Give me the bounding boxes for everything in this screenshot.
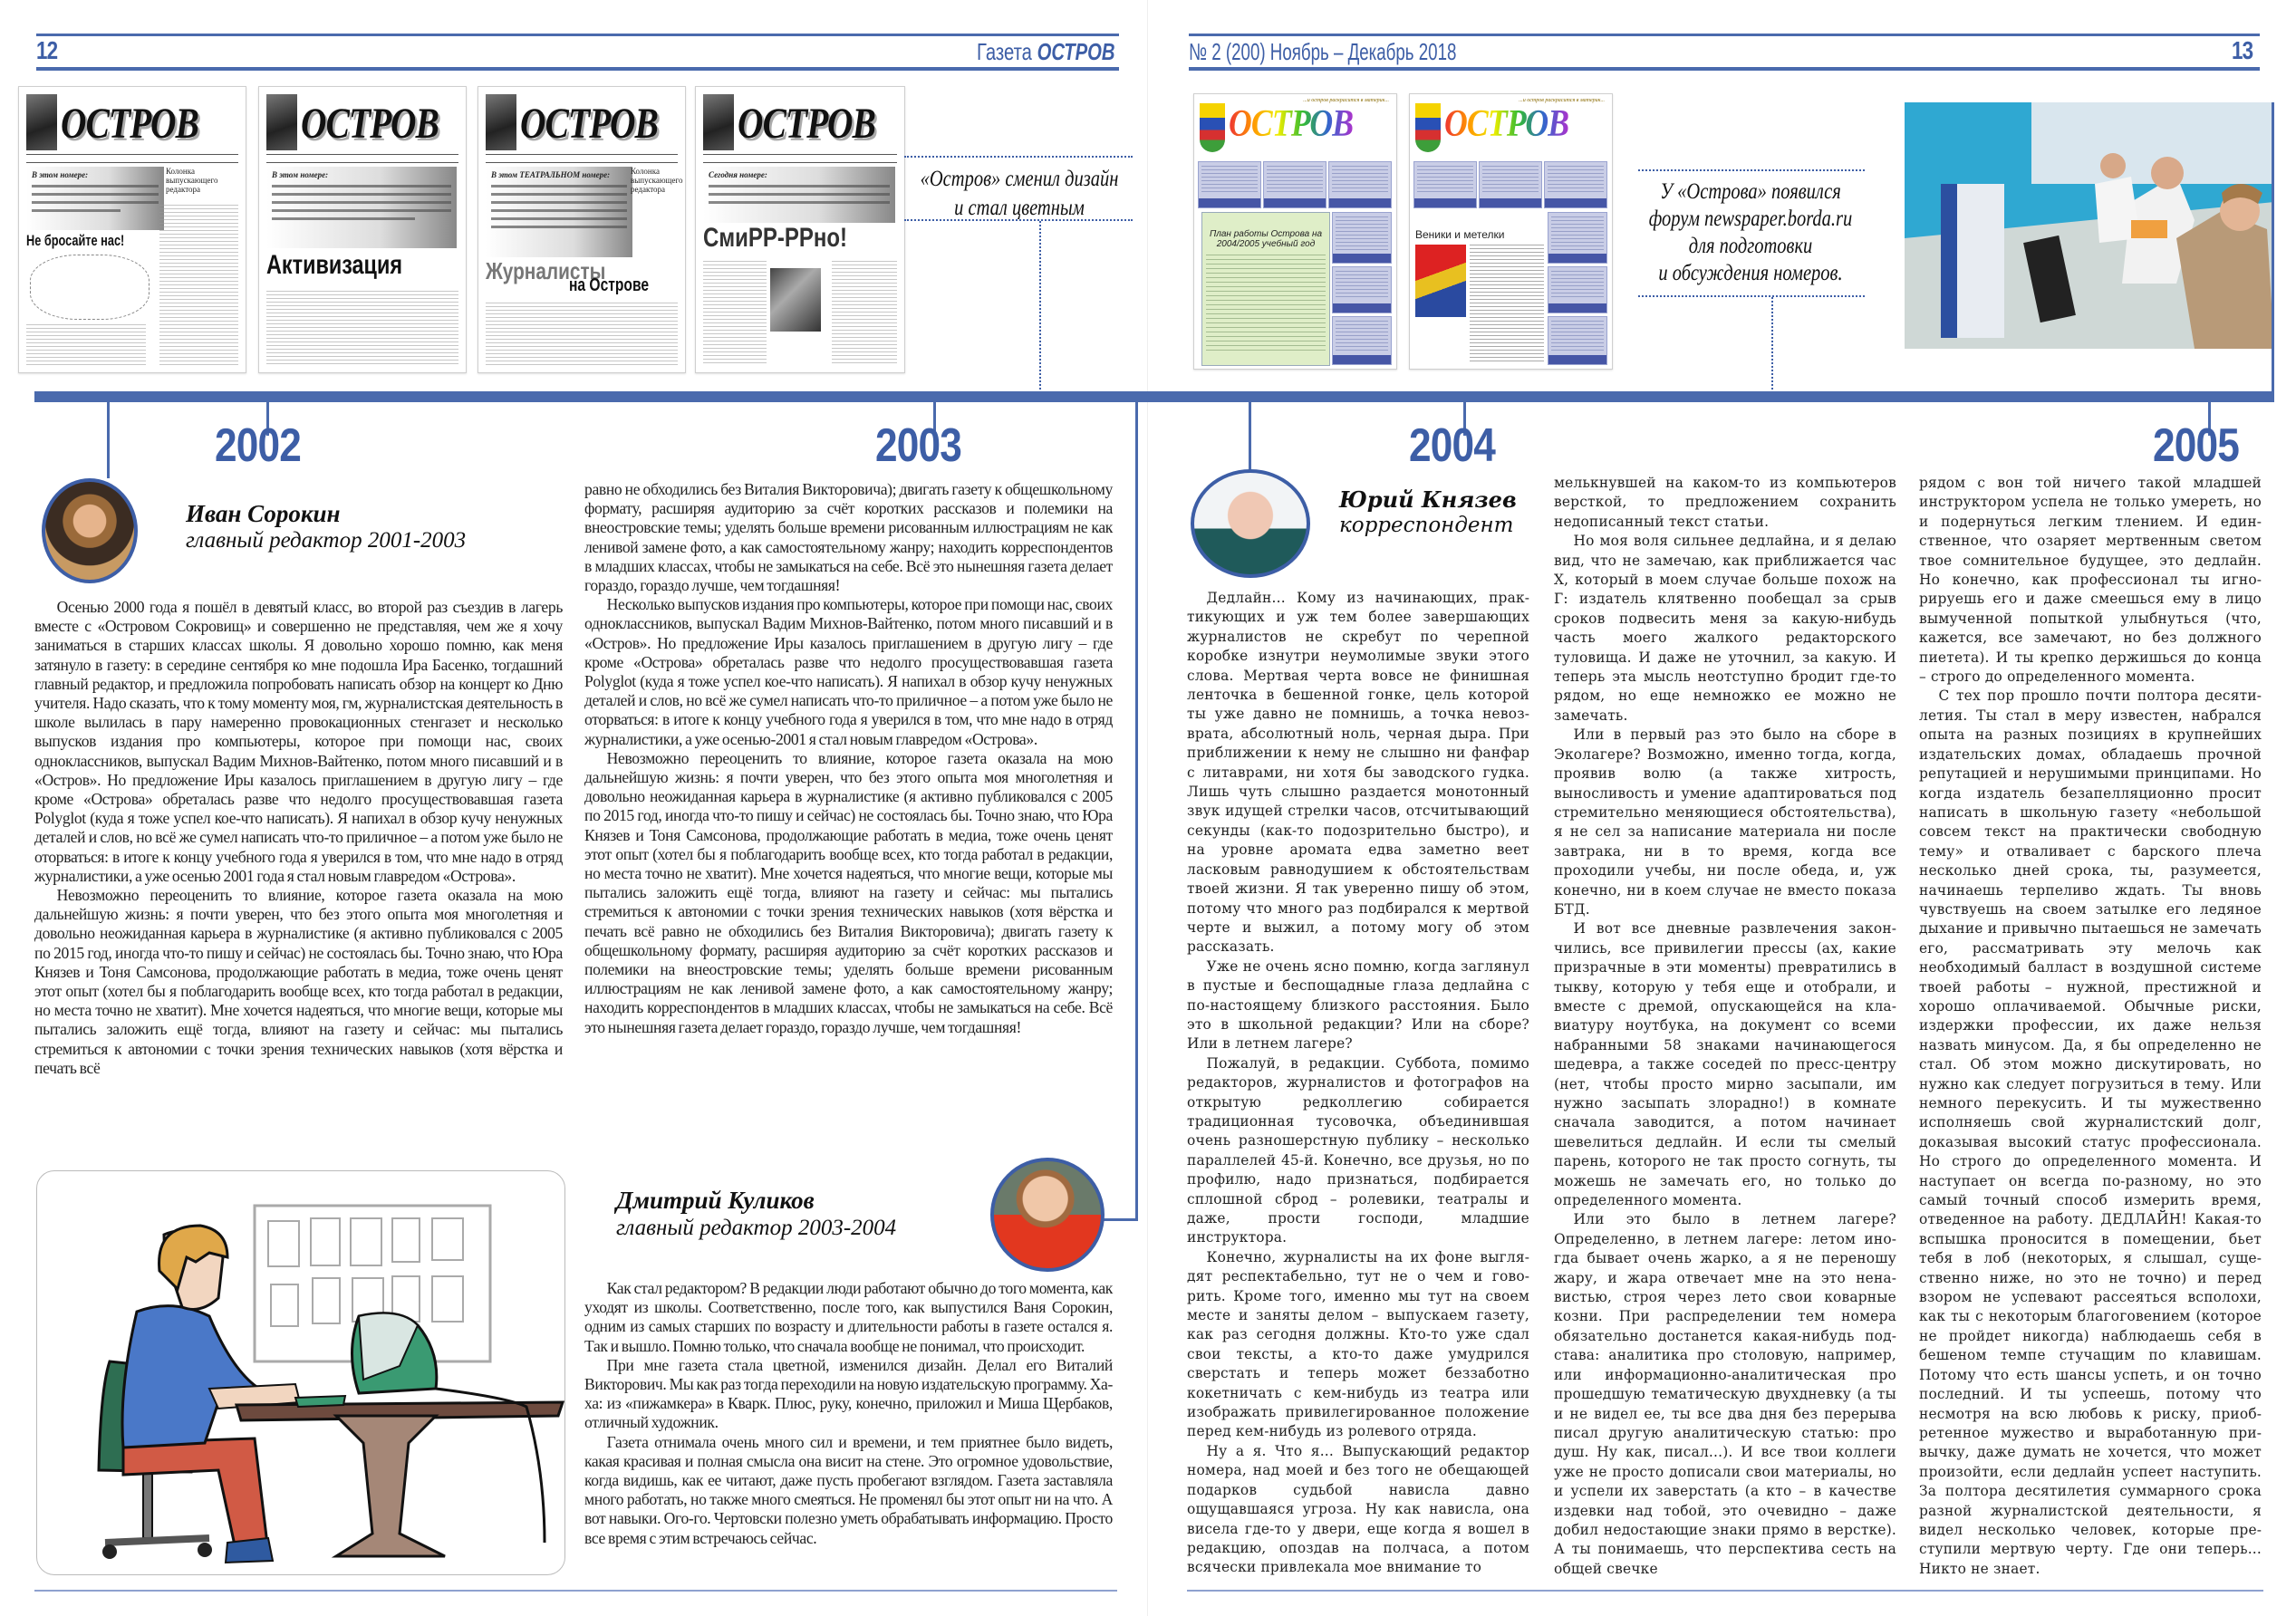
caption-divider-top <box>904 156 1133 158</box>
article-paragraph: Невозможно переоценить то влияние, которое газета оказала на мою дальнейшую жизнь: я почти уверен, что без этого опыта моя многолетняя и довольно неожиданная карьера в журналистике (я активно публиковался с 2005 по 2015 год, иногда что-то пишу и сейчас) не состоялась бы. Точно знаю, что Юра Князев и Тоня Самсонова, продолжающие работать в медиа, тоже очень ценят этот опыт (хотел бы я поблагодарить вообще всех, кто тогда работал в редакции, но места точно не хватит). Мне хочется надеяться, что многие вещи, которые мы пытались заложить ещё тогда, влияют на газету и сейчас: мы пытались стремиться к автономии с точки зрения технических навыков (хотя вёрстка и печать всё равно не обходились без Виталия Викторовича); двигать газету к общешкольному формату, расширяя аудиторию за счёт коротких рассказов и полемики на внеостровские темы; уделять больше времени рисованным иллюстрациям не как ленивой замене фото, а как самостоятельному жанру; находить корреспондентов в младших классах, чтобы не замыкаться на себе. Всё это нынешняя газета делает гораздо, гораздо лучше, чем тогдашняя! <box>584 748 1113 1036</box>
masthead-title: ОСТРОВ <box>1229 103 1354 145</box>
timeline-year: 2005 <box>2153 419 2239 472</box>
portrait-icon <box>994 1161 1101 1268</box>
illustration-girl-at-computer <box>36 1170 565 1575</box>
masthead <box>703 94 897 150</box>
portrait-icon <box>45 482 134 580</box>
column-aside-title: Колонка выпускающего редактора <box>166 167 218 194</box>
feature-illustration <box>1415 245 1466 317</box>
issue-headline-line-2: на Острове <box>569 275 650 295</box>
author-name: Дмитрий Куликов <box>616 1187 815 1214</box>
article-paragraph: Как стал редактором? В редакции люди работают обычно до того момента, как уходят из школы. Соответственно, после того, как выпустился Ваня Сорокин, одним из самых старших по возрасту и длительности работы в газете остался я. Так и вышло. Помню только, что сначала вообще не понимал, что происходит. <box>584 1279 1113 1355</box>
logo-icon <box>703 94 734 150</box>
author-name: Иван Сорокин <box>186 500 341 527</box>
masthead-tagline: ...и остров раскрасится в материк... <box>1519 98 1605 103</box>
article-column <box>34 598 563 1078</box>
article-paragraph: мелькнувшей на каком-то из компьютеров версткой, то предложением сохранить недописанный текст статьи. <box>1554 475 1896 530</box>
author-role: главный редактор 2003-2004 <box>616 1216 897 1240</box>
contents-title: В этом номере: <box>32 170 89 179</box>
content-block <box>1548 316 1607 365</box>
text-block <box>703 261 767 365</box>
masthead-title: ОСТРОВ <box>738 100 876 148</box>
caption-line: и обсуждения номеров. <box>1658 261 1843 285</box>
issue-headline: Активизация <box>266 250 402 280</box>
header-rule-top-left <box>36 34 1119 36</box>
content-block <box>1548 212 1607 264</box>
portrait-icon <box>1194 473 1307 574</box>
caption-line: форум newspaper.borda.ru <box>1648 207 1853 231</box>
caption-line: и стал цветным <box>954 196 1085 220</box>
article-paragraph: Или это было в летнем лагере? Определенно, в летнем лагере: летом иногда бывает очень жарко, а я не переношу жару, и жара отвечает мне на это ненавистью, строя через лето свои коварные козни. При распределении тем номера обязательно достанется какая-нибудь подстава: аналитика про столовую, например, или информационно-аналитическая про прошедшую тематическую двухдневку (а ты и не видел ее, ты все два дня без перерыва писал другую аналитическую статью: про душ. Ну как, писал...). И все твои коллеги уже не просто дописали свои материалы, но и успели их заверстать (а кто – в качестве издевки над тобой, это очевидно – даже добил недостающие знаки прямо в верстке). А ты понимаешь, что перспектива сесть на общей свечке <box>1554 1211 1896 1577</box>
timeline-connector <box>1104 1218 1138 1221</box>
contents-box <box>26 167 164 230</box>
masthead-tagline: ...и остров раскрасится в материк... <box>1303 98 1389 103</box>
header-rule-bottom-left <box>36 67 1119 71</box>
article-paragraph: Дедлайн... Кому из начинающих, практикующих и уж тем более завершающих журналистов не скребут по черепной коробке изнутри неумолимые звуки этого слова. Мертвая черта вовсе не финишная ленточка в бешенной гонке, цель которой ты уже давно не помнишь, а точка невозврата, абсолютный ноль, черная дыра. При приближении к нему не слышно ни фанфар с литаврами, ни хотя бы заводского гудка. Лишь чуть слышно раздается монотонный звук идущей стрелки часов, отсчитывающий секунды (как-то подозрительно быстро), и на уровне аромата едва заметно веет ласковым равнодушием к обстоятельствам твоей жизни. Я так уверенно пишу об этом, потому что много раз подбирался к мертвой черте и выжил, а потому могу об этом рассказать. <box>1187 590 1529 956</box>
content-block <box>1332 266 1392 313</box>
article-paragraph: Конечно, журналисты на их фоне выглядят респектабельно, тут не о чем и говорить. Кроме того, именно мы тут на своем месте и заняты делом – выпускаем газету, как раз сегодня должны. Кто-то уже сдал свои тексты, а кто-то даже умудрился сверстать и теперь может беззаботно кокетничать с кем-нибудь из театра или изображать привилегированное положение перед кем-нибудь из ролевого отряда. <box>1187 1248 1529 1440</box>
feature-article <box>1415 212 1544 364</box>
masthead <box>1200 100 1391 154</box>
article-column <box>1554 474 1896 1579</box>
masthead-title: ОСТРОВ <box>520 100 659 148</box>
caption-line: для подготовки <box>1688 234 1813 258</box>
caption-connector <box>1771 297 1773 393</box>
feature-title: План работы Острова на 2004/2005 учебный год <box>1209 229 1323 249</box>
page-number-right: 13 <box>2232 36 2253 64</box>
article-paragraph: Невозможно переоценить то влияние, которое газета оказала на мою дальнейшую жизнь: я почти уверен, что без этого опыта моя многолетняя и довольно неожиданная карьера в журналистике (я активно публиковался с 2005 по 2015 год, иногда что-то пишу и сейчас) не состоялась бы. Точно знаю, что Юра Князев и Тоня Самсонова, продолжающие работать в медиа, тоже очень ценят этот опыт (хотел бы я поблагодарить вообще всех, кто тогда работал в редакции, но места точно не хватит). Мне хочется надеяться, что многие вещи, которые мы пытались заложить ещё тогда, влияют на газету и сейчас: мы пытались стремиться к автономии с точки зрения технических навыков (хотя вёрстка и печать всё <box>34 886 563 1077</box>
crest-icon <box>1200 103 1225 152</box>
contents-title: В этом ТЕАТРАЛЬНОМ номере: <box>491 170 611 179</box>
group-photo <box>770 268 821 332</box>
timeline-tick <box>107 401 110 478</box>
timeline-year: 2002 <box>215 419 301 472</box>
contents-title: В этом номере: <box>272 170 329 179</box>
timeline-connector <box>2272 102 2274 401</box>
article-paragraph: При мне газета стала цветной, изменился дизайн. Делал его Виталий Викторович. Мы как раз тогда переходили на новую издательскую программу. Ха-ха: из «пижамкера» в Кварк. Плюс, руку, конечно, приложил и Миша Щербаков, отличный художник. <box>584 1355 1113 1432</box>
author-role: главный редактор 2001-2003 <box>186 528 467 553</box>
footer-rule-right <box>1187 1590 2263 1592</box>
forum-caption <box>1639 178 1862 287</box>
contents-box <box>703 167 895 223</box>
timeline-year: 2004 <box>1409 419 1495 472</box>
text-block <box>159 205 238 365</box>
issue-line: № 2 (200) Ноябрь – Декабрь 2018 <box>1189 38 1457 65</box>
page-number-left: 12 <box>36 36 58 64</box>
article-paragraph: рядом с вон той ничего такой младшей инструктором успела не только умереть, но и подернуться легким тлением. И единственное, что озаряет мертвенным светом твое сомнительное будущее, это дедлайн. Но конечно, как профессионал ты игнорируешь его и даже смеешься ему в лицо вымученной попыткой улыбнуться (что, кажется, все замечают, но без должного пиетета). И ты крепко держишься до конца – строго до определенного момента. <box>1919 475 2262 686</box>
logo-icon <box>266 94 297 150</box>
contents-box <box>266 167 457 248</box>
header-title-prefix: Газета <box>977 38 1033 65</box>
contents-box <box>486 167 632 257</box>
caption-line: У «Острова» появился <box>1660 179 1841 204</box>
masthead <box>26 94 238 150</box>
issue-thumbnail[interactable] <box>478 86 686 373</box>
header-title-name: ОСТРОВ <box>1037 38 1115 65</box>
issue-thumbnail[interactable] <box>258 86 467 373</box>
content-block <box>1263 161 1326 208</box>
article-paragraph: Уже не очень ясно помню, когда заглянул в пустые и беспощадные глаза дедлайна с по-настоящему близкого расстояния. Было это в школьной редакции? Или на сборе? Или в летнем лагере? <box>1187 957 1529 1053</box>
issue-headline: СмиРР-РРно! <box>703 223 848 253</box>
article-paragraph: Но моя воля сильнее дедлайна, и я делаю вид, что не замечаю, как приближается час X, который в моем случае больше похож на Г: издатель клятвенно пообещал за срыв сроков подвесить меня за какую-нибудь часть моего жалкого редакторского туловища. И даже не уточнил, за какую. И теперь эта мысль неотступно бродит где-то рядом, но еще немножко ее можно не замечать. <box>1554 533 1896 724</box>
masthead-title: ОСТРОВ <box>1444 103 1569 145</box>
masthead <box>1415 100 1606 154</box>
content-block <box>1332 316 1392 365</box>
timeline-year: 2003 <box>875 419 961 472</box>
article-paragraph: Пожалуй, в редакции. Суббота, помимо редакторов, журналистов и фотографов на открытую редколлегию собирается традиционная тусовочка, объединившая очень разношерстную публику – несколько параллелей 45-й. Конечно, все друзья, но по профилю, надо признаться, подбирается сплошной сброд – ролевики, театралы и даже, прости господи, младшие инструктора. <box>1187 1054 1529 1246</box>
schedule-table <box>1201 212 1330 366</box>
contents-title: Сегодня номере: <box>709 170 767 179</box>
redesign-caption <box>919 165 1119 223</box>
info-strip <box>26 154 238 163</box>
issue-thumbnail-color[interactable] <box>1409 93 1613 370</box>
issue-headline: Не бросайте нас! <box>26 232 125 249</box>
students-at-computers-photo <box>1905 102 2274 349</box>
article-paragraph: Осенью 2000 года я пошёл в девятый класс, во второй раз съездив в лагерь вместе с «Островом Сокровищ» и совершенно не представляя, чем же я хочу заниматься в старших классах школы. Я довольно хорошо помню, как меня затянуло в газету: в середине сентября ко мне подошла Ира Басенко, тогдашний главный редактор, и предложила попробовать написать обзор на концерт ко Дню учителя. Надо сказать, что к тому моменту моя, гм, журналистская деятельность в школе вылилась в пару намеренно провокационных стенгазет и несколько выпусков издания про компьютеры, которое при помощи нас, своих одноклассников, выпускал Вадим Михнов-Вайтенко, потом много писавший и в «Остров». Но предложение Иры казалось приглашением в другую лигу – где кроме «Острова» обреталась разве что недолго просуществовавшая газета Polyglot (куда я тоже успел кое-что написать). Я напихал в обзор кучу ненужных деталей и слов, но всё же сумел написать что-то приличное – а потом уже было не оторваться: в итоге к концу учебного года я уверился в том, что мне надо в отряд журналистики, а уже осенью 2001 года я стал новым главредом «Острова». <box>34 598 563 885</box>
text-block <box>832 261 897 365</box>
author-name: Юрий Князев <box>1339 486 1517 513</box>
caption-divider-top <box>1638 169 1865 171</box>
logo-icon <box>486 94 516 150</box>
masthead-title: ОСТРОВ <box>301 100 439 148</box>
avatar-dmitry-kulikov <box>990 1158 1105 1272</box>
column-aside-title: Колонка выпускающего редактора <box>631 167 683 194</box>
text-block <box>266 291 458 365</box>
author-role: корреспондент <box>1339 514 1514 537</box>
info-strip <box>266 154 458 163</box>
avatar-ivan-sorokin <box>42 478 138 583</box>
article-column <box>584 480 1113 1037</box>
caption-divider-bottom <box>1638 295 1865 297</box>
info-strip <box>703 154 897 163</box>
caption-line: «Остров» сменил дизайн <box>920 167 1119 191</box>
content-block <box>1332 212 1392 264</box>
masthead <box>266 94 458 150</box>
masthead <box>486 94 678 150</box>
article-paragraph: Или в первый раз это было на сборе в Эколагере? Возможно, именно тогда, когда, проявив волю (а также хитрость, выносливость и умение адаптироваться под стремительно меняющиеся обстоятельства), я не сел за написание материала ни после завтрака, ни в то время, когда все проходили учебы, ни после обеда, и, уж конечно, ни в коем случае не вместо показа БТД. <box>1554 726 1896 918</box>
article-column <box>1187 589 1529 1578</box>
masthead-title: ОСТРОВ <box>61 100 199 148</box>
text-block <box>486 303 678 365</box>
header-rule-bottom-right <box>1189 67 2260 71</box>
caption-divider-bottom <box>904 219 1133 221</box>
content-block <box>1198 161 1261 208</box>
crest-icon <box>1415 103 1441 152</box>
issue-thumbnail[interactable] <box>695 86 905 373</box>
article-paragraph: И вот все дневные развлечения закончились, все привилегии прессы (ах, какие призрачные в эти моменты) превратились в тыкву, которую у тебя еще и отобрали, и вместе с дремой, опускающейся на клавиатуру ноутбука, на документ со всеми набранными 58 знаками начинающегося шедевра, а также соседей по пресс-центру (нет, чтобы просто мирно засыпали, им нужно засыпать злорадно!) в комнате сначала заводится, а потом начинает шевелиться дедлайн. И если ты смелый парень, которого не так просто согнуть, ты можешь не замечать его, но только до определенного момента. <box>1554 920 1896 1209</box>
avatar-yuri-knyazev <box>1191 469 1310 578</box>
doodle-illustration <box>30 255 150 320</box>
timeline-bar-right <box>1148 391 2274 402</box>
content-block <box>1548 266 1607 313</box>
article-column <box>584 1279 1113 1548</box>
girl-typing-icon <box>37 1171 564 1574</box>
header-newspaper-title <box>977 38 1115 66</box>
article-paragraph: С тех пор прошло почти полтора десятилетия. Ты стал в меру известен, набрался опыта на разных позициях в крупнейших издательских домах, обладаешь прочной репутацией и нерушимыми принципами. Но когда издатель безапелляционно просит написать в школьную газету «небольшой совсем текст на практически свободную тему» и отваливает с барского плеча несколько дней срока, ты, разумеется, начинаешь терпеливо ждать. Ты вновь чувствуешь на своем затылке его ледяное дыхание и привычно пытаешься не замечать его, рассматривать эту мелочь как необходимый балласт в воздушной системе твоей работы – нужной, престижной и хорошо оплачиваемой. Обычные риски, издержки профессии, их даже нельзя назвать минусом. Да, я бы определенно не стал. Об этом можно дискутировать, но нужно как следует погрузиться в тему. Или немного перекусить. И ты мужественно исполняешь свой журналистский долг, доказывая высокий статус профессионала. Но строго до определенного момента. И наступает он всегда по-разному, но это самый точный способ измерить время, отведенное на работу. ДЕДЛАЙН! Какая-то вспышка проносится в помещении, бьет тебя в лоб (некоторых, я слышал, существенно ниже, но это не точно) и перед взором не успевают рассеяться всполохи, как ты с некоторым благоговением (которое не пройдет никогда) наблюдаешь себя в бешеном темпе стучащим по клавишам. Потому что есть шансы успеть, и он точно последний. И ты успеешь, потому что несмотря на всю любовь к риску, приобретенное мужество и выработанную привычку, даже думать не хочется, что может произойти, если дедлайн успеет наступить. За полтора десятилетия суммарного срока разной журналистской деятельности, я видел несколько человек, которые преступили мертвую черту. Где они теперь... Никто не знает. <box>1919 688 2262 1577</box>
header-rule-top-right <box>1189 34 2260 36</box>
students-photo-icon <box>1905 102 2274 349</box>
feature-title: Веники и метелки <box>1415 228 1505 241</box>
content-block <box>1544 161 1607 208</box>
caption-connector <box>1039 221 1041 393</box>
article-paragraph: Несколько выпусков издания про компьютеры, которое при помощи нас, своих одноклассников, выпускал Вадим Михнов-Вайтенко, потом много писавший и в «Остров». Но предложение Иры казалось приглашением в другую лигу – где кроме «Острова» обреталась разве что недолго просуществовавшая газета Polyglot (куда я тоже успел кое-что написать). Я напихал в обзор кучу ненужных деталей и слов, но всё же сумел написать что-то приличное – а потом уже было не оторваться: в итоге к концу учебного года я уверился в том, что мне надо в отряд журналистики, а уже осенью-2001 я стал новым главредом «Острова». <box>584 595 1113 748</box>
timeline-tick <box>1249 401 1251 472</box>
info-strip <box>486 154 678 163</box>
issue-thumbnail[interactable] <box>18 86 246 373</box>
timeline-connector <box>1135 401 1138 1221</box>
content-block <box>1479 161 1542 208</box>
issue-headline: Журналисты <box>486 257 606 284</box>
text-block <box>26 324 146 365</box>
logo-icon <box>26 94 57 150</box>
article-paragraph: Газета отнимала очень много сил и времени, и тем приятнее было видеть, какая красивая и полная смысла она висит на стене. Это огромное удовольствие, когда видишь, как ее читают, даже пусть пробегают взглядом. Газета заставляла много работать, но также много смеяться. Не променял бы этот опыт ни на что. А вот навыки. Ого-го. Чертовски полезно уметь обрабатывать информацию. Просто все время с этим встречаюсь сейчас. <box>584 1432 1113 1547</box>
timeline-bar-left <box>34 391 1148 402</box>
issue-thumbnail-color[interactable] <box>1193 93 1397 370</box>
content-block <box>1328 161 1392 208</box>
page-fold <box>1147 0 1148 1616</box>
content-block <box>1413 161 1477 208</box>
article-paragraph: равно не обходились без Виталия Викторовича); двигать газету к общешкольному формату, расширяя аудиторию за счёт коротких рассказов и полемики на внеостровские темы; уделять больше времени рисованным иллюстрациям не как ленивой замене фото, а как самостоятельному жанру; находить корреспондентов в младших классах, чтобы не замыкаться на себе. Всё это нынешняя газета делает гораздо, гораздо лучше, чем тогдашняя! <box>584 480 1113 595</box>
footer-rule-left <box>34 1590 1117 1592</box>
article-paragraph: Ну а я. Что я... Выпускающий редактор номера, над моей и без того не обещающей подарков судьбой нависла давно ощущавшаяся угроза. Ну как нависла, она висела где-то у двери, еще когда я вошел в редакцию, опоздав на полчаса, а потом всячески привлекала мое внимание то <box>1187 1442 1529 1576</box>
article-column <box>1919 474 2262 1579</box>
